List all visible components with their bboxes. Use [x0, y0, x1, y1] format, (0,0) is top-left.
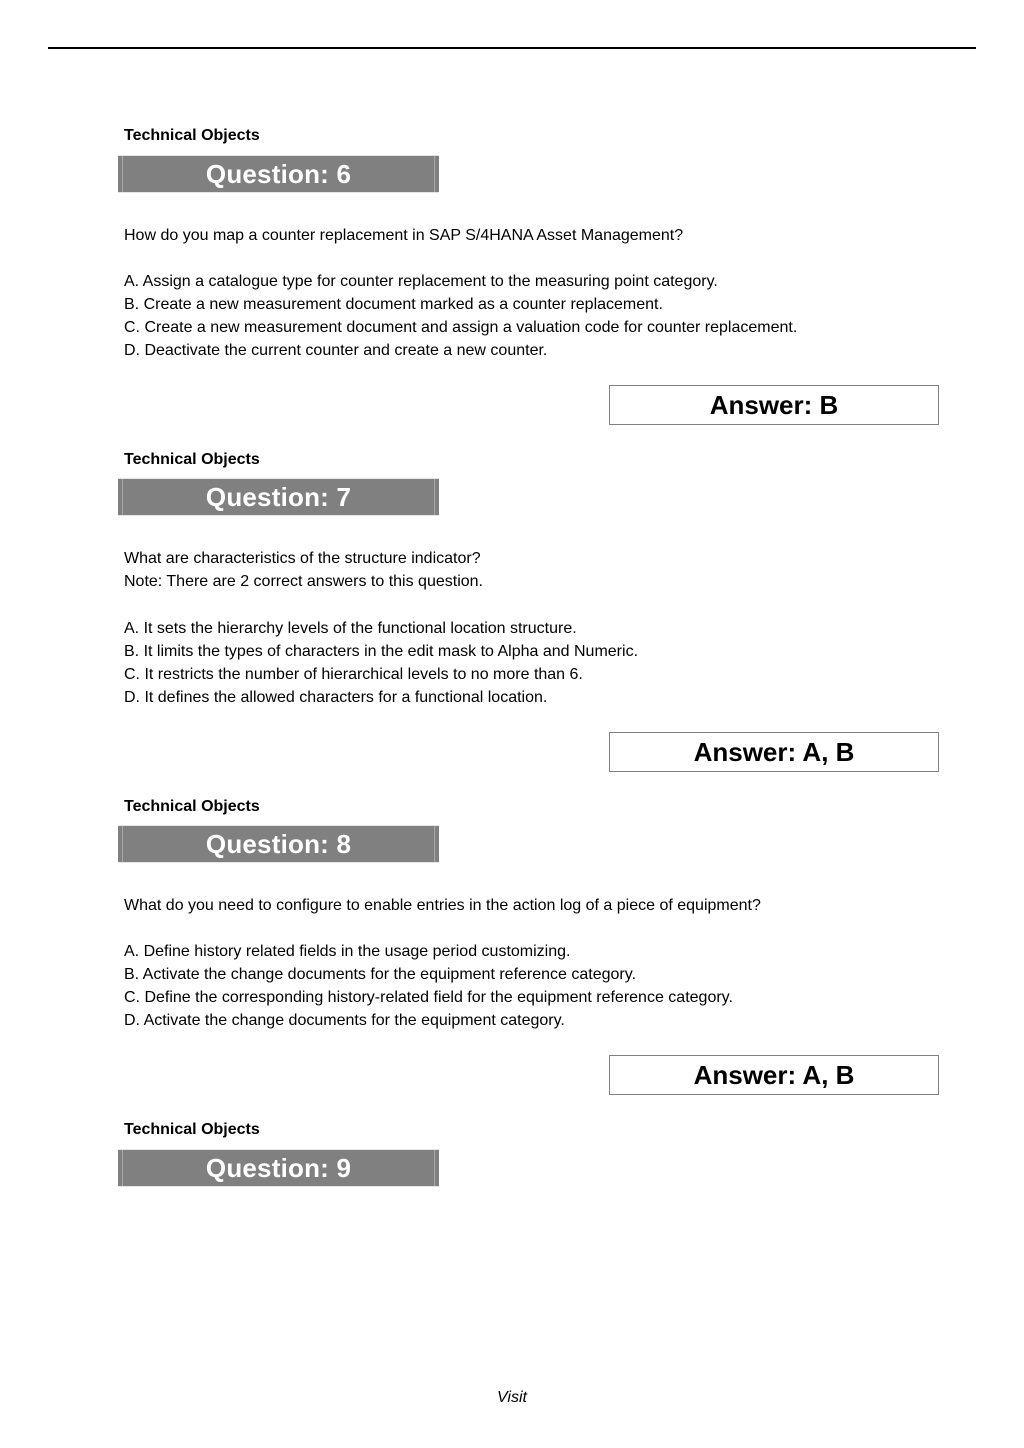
- question-category: Technical Objects: [124, 1121, 260, 1138]
- option-a: A. Define history related fields in the usage period customizing.: [124, 943, 571, 960]
- question-prompt: How do you map a counter replacement in SAP S/4HANA Asset Management?: [124, 227, 684, 244]
- question-header-bar: [118, 1149, 439, 1187]
- footer-visit-text: Visit: [497, 1389, 527, 1406]
- question-header-bar: [118, 155, 439, 193]
- option-d: D. It defines the allowed characters for a functional location.: [124, 689, 548, 706]
- question-category: Technical Objects: [124, 798, 260, 815]
- option-b: B. Create a new measurement document marked as a counter replacement.: [124, 296, 663, 313]
- question-category: Technical Objects: [124, 451, 260, 468]
- option-c: C. Create a new measurement document and assign a valuation code for counter replacement.: [124, 319, 798, 336]
- question-prompt: What are characteristics of the structure indicator?: [124, 550, 481, 567]
- question-number: Question: 6: [205, 159, 352, 189]
- question-number: Question: 8: [205, 829, 352, 859]
- question-header-bar: [118, 478, 439, 516]
- option-d: D. Activate the change documents for the equipment category.: [124, 1012, 565, 1029]
- question-prompt: What do you need to configure to enable entries in the action log of a piece of equipment?: [124, 897, 761, 914]
- question-number: Question: 7: [205, 482, 352, 512]
- question-header-bar: [118, 825, 439, 863]
- option-d: D. Deactivate the current counter and create a new counter.: [124, 342, 548, 359]
- option-c: C. Define the corresponding history-related field for the equipment reference category.: [124, 989, 733, 1006]
- option-b: B. Activate the change documents for the equipment reference category.: [124, 966, 637, 983]
- header-rule: [48, 47, 976, 49]
- option-c: C. It restricts the number of hierarchical levels to no more than 6.: [124, 666, 583, 683]
- option-a: A. Assign a catalogue type for counter replacement to the measuring point category.: [124, 273, 718, 290]
- question-note: Note: There are 2 correct answers to this question.: [124, 573, 483, 590]
- question-number: Question: 9: [205, 1153, 352, 1183]
- question-category: Technical Objects: [124, 127, 260, 144]
- answer-box: Answer: B: [609, 385, 939, 425]
- option-b: B. It limits the types of characters in the edit mask to Alpha and Numeric.: [124, 643, 639, 660]
- answer-box: Answer: A, B: [609, 732, 939, 772]
- answer-box: Answer: A, B: [609, 1055, 939, 1095]
- option-a: A. It sets the hierarchy levels of the functional location structure.: [124, 620, 577, 637]
